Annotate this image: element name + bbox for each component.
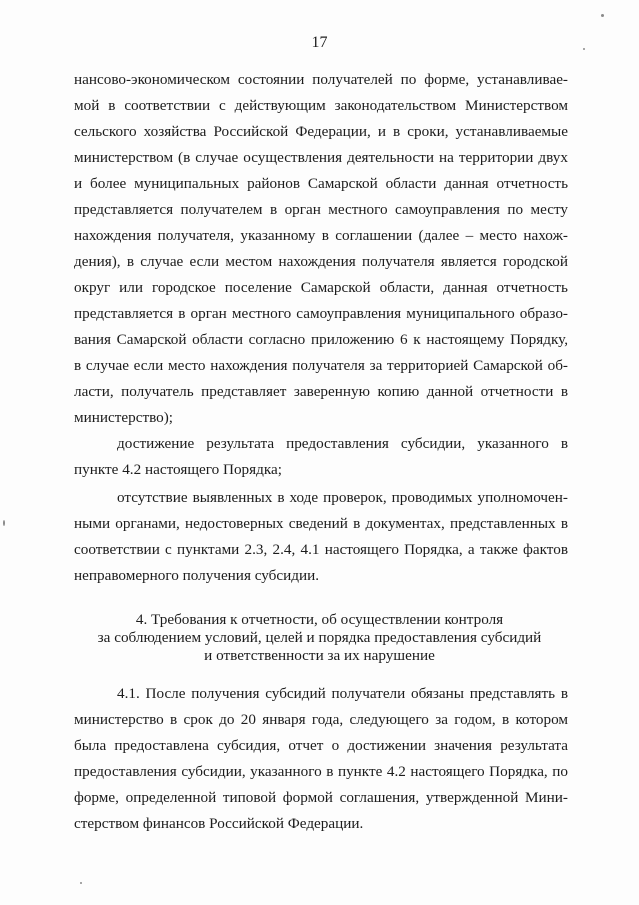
paragraph-line: соответствии с пунктами 2.3, 2.4, 4.1 настоящего Порядка, а также фактов (74, 541, 568, 558)
paragraph-line: стерством финансов Российской Федерации. (74, 815, 364, 832)
paragraph-line: предоставления субсидии, указанного в пункте 4.2 настоящего Порядка, по (74, 763, 568, 780)
paragraph-line: 4.1. После получения субсидий получатели обязаны представлять в (117, 685, 568, 702)
scan-speck (3, 520, 5, 526)
page-number: 17 (311, 34, 328, 51)
section-heading-line: и ответственности за их нарушение (204, 647, 435, 664)
paragraph-line: мой в соответствии с действующим законодательством Министерством (74, 97, 568, 114)
scan-speck (583, 48, 585, 50)
section-heading-line: за соблюдением условий, целей и порядка предоставления субсидий (97, 629, 542, 646)
section-heading-line: 4. Требования к отчетности, об осуществлении контроля (135, 611, 504, 628)
paragraph-line: была предоставлена субсидия, отчет о достижении значения результата (74, 737, 568, 754)
paragraph-line: дения), в случае если местом нахождения получателя является городской (74, 253, 568, 270)
paragraph-line: отсутствие выявленных в ходе проверок, проводимых уполномочен- (117, 489, 568, 506)
paragraph-line: представляется в орган местного самоуправления муниципального образо- (74, 305, 568, 322)
paragraph-line: представляется получателем в орган местного самоуправления по месту (74, 201, 568, 218)
scan-speck (80, 882, 82, 884)
paragraph-line: неправомерного получения субсидии. (74, 567, 320, 584)
paragraph-line: пункте 4.2 настоящего Порядка; (74, 461, 282, 478)
scan-speck (601, 14, 604, 17)
paragraph-line: ласти, получатель представляет заверенную копию данной отчетности в (74, 383, 568, 400)
paragraph-line: министерство в срок до 20 января года, следующего за годом, в котором (74, 711, 568, 728)
paragraph-line: и более муниципальных районов Самарской области данная отчетность (74, 175, 568, 192)
paragraph-line: министерство); (74, 409, 174, 426)
paragraph-line: ными органами, недостоверных сведений в документах, представленных в (74, 515, 568, 532)
paragraph-line: министерством (в случае осуществления деятельности на территории двух (74, 149, 568, 166)
paragraph-line: сельского хозяйства Российской Федерации, и в сроки, устанавливаемые (74, 123, 568, 140)
paragraph-line: нахождения получателя, указанному в соглашении (далее – место нахож- (74, 227, 568, 244)
paragraph-line: достижение результата предоставления субсидии, указанного в (117, 435, 568, 452)
paragraph-line: в случае если место нахождения получателя за территорией Самарской об- (74, 357, 568, 374)
paragraph-line: форме, определенной типовой формой соглашения, утвержденной Мини- (74, 789, 568, 806)
paragraph-line: округ или городское поселение Самарской области, данная отчетность (74, 279, 568, 296)
paragraph-line: вания Самарской области согласно приложению 6 к настоящему Порядку, (74, 331, 568, 348)
paragraph-line: нансово-экономическом состоянии получателей по форме, устанавливае- (74, 71, 568, 88)
